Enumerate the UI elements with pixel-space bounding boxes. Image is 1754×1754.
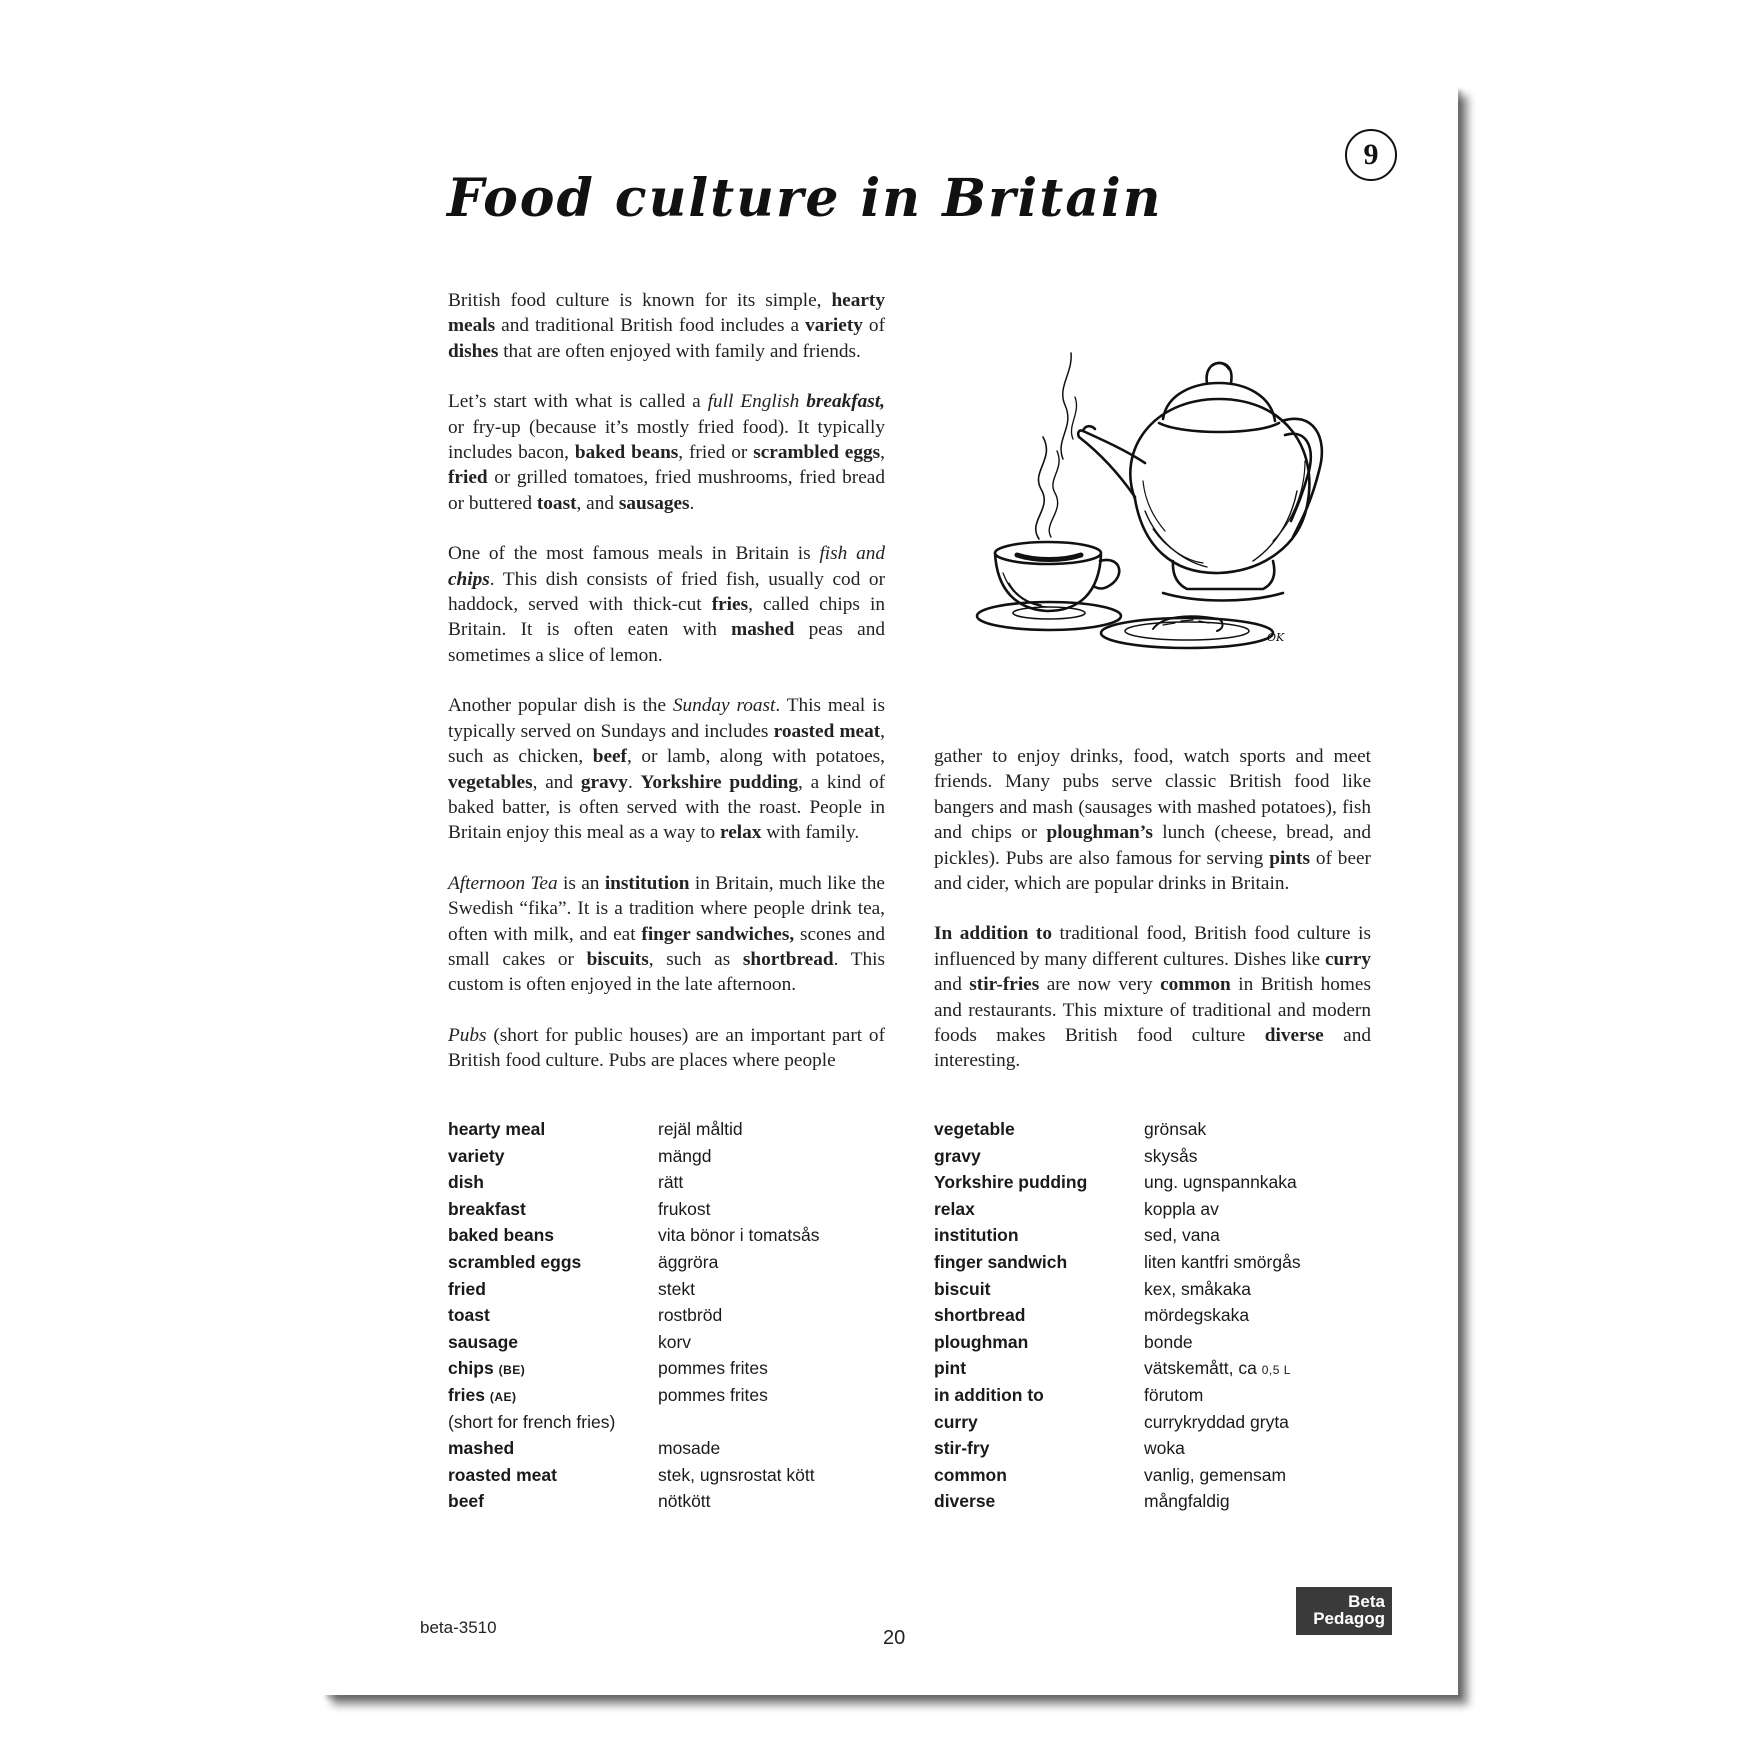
vocab-row xyxy=(448,1196,888,1223)
text-run: . This meal is typically served on Sundays and includes xyxy=(448,695,885,742)
text-run: lunch (cheese, bread, and pickles). Pubs are also famous for serving xyxy=(934,822,1372,869)
vocab-translation xyxy=(1144,1329,1193,1356)
bold-term: scrambled eggs xyxy=(753,442,881,464)
vocab-term xyxy=(934,1435,1144,1462)
vocab-row xyxy=(448,1249,888,1276)
text-run: (short for public houses) are an important part of British food culture. Pubs are places where people xyxy=(448,1024,885,1072)
vocab-translation xyxy=(1144,1409,1289,1436)
vocab-row xyxy=(934,1382,1374,1409)
vocab-term-text: breakfast xyxy=(448,1198,526,1219)
text-run: , a kind of baked batter, is often served with the roast. People in Britain enjoy this meal as a way to xyxy=(448,771,886,844)
vocab-translation xyxy=(658,1143,712,1170)
vocab-term xyxy=(448,1462,658,1489)
vocab-term-text: in addition to xyxy=(934,1384,1044,1405)
bold-term: fried xyxy=(448,467,488,489)
vocab-translation xyxy=(1144,1462,1286,1489)
vocab-translation-text: mångfaldig xyxy=(1144,1491,1230,1512)
vocab-term xyxy=(448,1435,658,1462)
vocab-translation xyxy=(658,1169,683,1196)
vocab-note xyxy=(448,1409,658,1436)
vocab-term xyxy=(934,1196,1144,1223)
text-run: , such as chicken, xyxy=(448,720,885,768)
vocab-translation xyxy=(658,1382,768,1409)
vocab-term xyxy=(934,1329,1144,1356)
vocab-translation xyxy=(1144,1196,1219,1223)
text-run: , called chips in Britain. It is often eaten with xyxy=(448,594,885,641)
vocab-term xyxy=(934,1488,1144,1515)
vocab-row xyxy=(934,1302,1374,1329)
bold-term: roasted meat xyxy=(773,720,881,742)
vocab-translation xyxy=(1144,1276,1251,1303)
vocab-translation-text: vita bönor i tomatsås xyxy=(658,1225,820,1246)
paragraph xyxy=(448,871,885,998)
text-run: , fried or xyxy=(678,442,754,464)
vocab-translation-text: liten kantfri smörgås xyxy=(1144,1251,1301,1272)
product-code: beta-3510 xyxy=(420,1618,497,1637)
bold-term: curry xyxy=(1324,948,1371,970)
vocab-row xyxy=(448,1143,888,1170)
page-title: Food culture in Britain xyxy=(447,168,1163,229)
vocab-term-text: finger sandwich xyxy=(934,1251,1068,1272)
vocab-translation xyxy=(658,1196,711,1223)
bold-term: diverse xyxy=(1264,1025,1324,1047)
bold-term: ploughman’s xyxy=(1046,822,1153,844)
vocab-term xyxy=(448,1169,658,1196)
vocab-translation-text: koppla av xyxy=(1144,1198,1219,1219)
vocab-translation-text: förutom xyxy=(1144,1384,1204,1405)
page-number: 20 xyxy=(883,1627,906,1649)
vocab-term-text: baked beans xyxy=(448,1225,555,1246)
logo-line-2: Pedagog xyxy=(1313,1609,1385,1628)
vocab-translation-text: currykryddad gryta xyxy=(1144,1411,1289,1432)
vocab-term-text: pint xyxy=(934,1358,967,1379)
bold-term: sausages xyxy=(618,492,690,514)
bold-term: beef xyxy=(592,746,627,768)
vocab-translation-text: pommes frites xyxy=(658,1384,768,1405)
vocab-term xyxy=(934,1169,1144,1196)
italic-phrase: full English xyxy=(707,391,807,413)
vocab-translation xyxy=(1144,1143,1197,1170)
paragraph xyxy=(448,288,885,364)
text-run: . xyxy=(689,492,695,514)
vocab-term xyxy=(934,1222,1144,1249)
vocab-row xyxy=(934,1116,1374,1143)
vocab-term xyxy=(448,1488,658,1515)
text-run: of xyxy=(862,315,885,337)
vocab-translation xyxy=(658,1355,768,1382)
bold-term: toast xyxy=(536,492,577,514)
bold-term: fries xyxy=(711,594,749,616)
vocab-row xyxy=(934,1169,1374,1196)
bold-term: biscuits xyxy=(586,948,649,970)
text-run: scones and small cakes or xyxy=(448,923,886,970)
vocab-row xyxy=(934,1329,1374,1356)
vocab-translation xyxy=(658,1302,722,1329)
teapot-teacup-illustration-icon xyxy=(967,341,1347,651)
dialect-tag: (BE) xyxy=(498,1363,526,1378)
vocab-row xyxy=(934,1222,1374,1249)
vocab-translation xyxy=(1144,1435,1185,1462)
vocab-translation-text: rejäl måltid xyxy=(658,1119,743,1139)
vocab-term xyxy=(448,1116,658,1143)
vocab-term xyxy=(448,1143,658,1170)
vocab-term xyxy=(448,1196,658,1223)
vocab-row xyxy=(934,1355,1374,1382)
vocab-row xyxy=(448,1116,888,1143)
vocab-translation-unit: 0,5 L xyxy=(1261,1363,1291,1378)
text-run: British food culture is known for its simple, xyxy=(448,290,832,311)
text-run: in Britain, much like the Swedish “fika”. It is a tradition where people drink tea, often with milk, and eat xyxy=(448,872,885,945)
vocab-term-text: roasted meat xyxy=(448,1464,557,1485)
vocab-term xyxy=(934,1355,1144,1382)
vocabulary-list-right xyxy=(934,1116,1374,1515)
vocab-term-text: dish xyxy=(448,1172,484,1193)
vocab-row xyxy=(934,1409,1374,1436)
text-run: or fry-up (because it’s mostly fried food). It typically includes bacon, xyxy=(448,416,885,464)
vocab-translation xyxy=(1144,1249,1301,1276)
text-run: are now very xyxy=(1039,974,1161,996)
vocab-translation xyxy=(658,1488,711,1515)
vocab-translation-text: pommes frites xyxy=(658,1358,768,1379)
vocab-term xyxy=(934,1462,1144,1489)
vocab-row xyxy=(934,1462,1374,1489)
vocab-translation-text: kex, småkaka xyxy=(1144,1278,1251,1299)
bold-term: shortbread xyxy=(742,948,834,970)
text-run: peas and sometimes a slice of lemon. xyxy=(448,619,885,666)
vocab-term-text: mashed xyxy=(448,1438,515,1459)
vocab-row xyxy=(448,1435,888,1462)
bold-term: variety xyxy=(805,315,863,337)
vocabulary-list-left xyxy=(448,1116,888,1515)
text-run: or grilled tomatoes, fried mushrooms, fried bread or buttered xyxy=(448,467,885,514)
paragraph xyxy=(934,921,1371,1073)
paragraph xyxy=(448,541,885,668)
vocab-translation-text: korv xyxy=(658,1331,692,1352)
vocab-translation-text: vanlig, gemensam xyxy=(1144,1464,1287,1485)
vocab-term-text: beef xyxy=(448,1491,484,1512)
vocab-term xyxy=(448,1222,658,1249)
vocab-term-text: scrambled eggs xyxy=(448,1251,582,1272)
vocab-term-text: fries xyxy=(448,1384,485,1405)
logo-line-1: Beta xyxy=(1348,1592,1385,1611)
vocab-translation xyxy=(658,1462,815,1489)
vocab-term xyxy=(934,1276,1144,1303)
paragraph xyxy=(934,744,1371,896)
vocab-translation xyxy=(658,1329,691,1356)
vocab-row xyxy=(448,1355,888,1382)
vocab-term-text: (short for french fries) xyxy=(448,1411,616,1432)
text-run: that are often enjoyed with family and friends. xyxy=(498,340,861,362)
text-run: traditional food, British food culture is influenced by many different cultures. Dishes like xyxy=(934,923,1372,970)
vocab-row xyxy=(448,1302,888,1329)
vocab-row xyxy=(448,1382,888,1409)
text-run: , and xyxy=(576,492,619,514)
vocab-row xyxy=(934,1143,1374,1170)
vocab-translation-text: skysås xyxy=(1144,1145,1198,1166)
vocab-term-text: vegetable xyxy=(934,1119,1015,1139)
vocab-term-text: diverse xyxy=(934,1491,996,1512)
vocab-translation-text: ung. ugnspannkaka xyxy=(1144,1172,1297,1193)
vocab-translation-text: stek, ugnsrostat kött xyxy=(658,1464,815,1485)
vocab-row xyxy=(448,1276,888,1303)
vocab-translation-text: vätskemått, ca xyxy=(1144,1358,1257,1379)
vocab-term-text: biscuit xyxy=(934,1278,991,1299)
vocab-translation-text: mängd xyxy=(658,1145,712,1166)
vocab-row xyxy=(448,1329,888,1356)
vocab-translation-text: stekt xyxy=(658,1278,695,1299)
text-run: . xyxy=(627,771,641,793)
bold-term: finger sandwiches, xyxy=(641,923,795,945)
vocab-translation-text: mördegskaka xyxy=(1144,1305,1250,1326)
italic-phrase: Afternoon Tea xyxy=(448,872,558,894)
bold-term: Yorkshire pudding xyxy=(640,771,798,793)
vocab-translation-text: frukost xyxy=(658,1198,711,1219)
vocab-row xyxy=(934,1196,1374,1223)
vocab-translation-text: sed, vana xyxy=(1144,1225,1220,1246)
vocab-translation xyxy=(658,1222,819,1249)
paragraph xyxy=(448,389,885,516)
vocab-row xyxy=(448,1169,888,1196)
vocab-row xyxy=(934,1276,1374,1303)
bold-term: breakfast, xyxy=(806,391,885,413)
italic-phrase: Pubs xyxy=(448,1024,487,1046)
article-column-right xyxy=(934,744,1371,1099)
bold-term: chips xyxy=(448,568,490,590)
chapter-number-badge: 9 xyxy=(1345,129,1397,181)
vocab-translation xyxy=(1144,1488,1230,1515)
vocab-translation-text: woka xyxy=(1144,1438,1185,1459)
text-run: Another popular dish is the xyxy=(448,695,673,717)
vocab-row xyxy=(934,1488,1374,1515)
bold-term: dishes xyxy=(448,340,499,362)
vocab-translation xyxy=(1144,1169,1297,1196)
text-run: is an xyxy=(557,872,605,894)
vocab-term xyxy=(934,1143,1144,1170)
text-run: . This custom is often enjoyed in the late afternoon. xyxy=(448,948,885,996)
text-run: and xyxy=(934,974,970,996)
bold-term: hearty meals xyxy=(448,290,885,337)
paragraph xyxy=(448,1023,885,1074)
bold-term: In addition to xyxy=(934,923,1052,945)
vocab-term xyxy=(934,1249,1144,1276)
text-run: , or lamb, along with potatoes, xyxy=(626,746,885,768)
text-run: of beer and cider, which are popular drinks in Britain. xyxy=(934,847,1371,895)
vocab-row xyxy=(448,1409,888,1436)
vocab-translation-text: rätt xyxy=(658,1172,684,1193)
vocab-row xyxy=(934,1435,1374,1462)
vocab-translation-text: bonde xyxy=(1144,1331,1193,1352)
vocab-translation xyxy=(1144,1302,1249,1329)
vocab-term-text: ploughman xyxy=(934,1331,1029,1352)
vocab-term-text: institution xyxy=(934,1225,1019,1246)
vocab-term-text: variety xyxy=(448,1145,505,1166)
bold-term: mashed xyxy=(731,619,795,641)
vocab-translation xyxy=(658,1116,743,1143)
vocab-translation xyxy=(658,1276,695,1303)
vocab-term xyxy=(448,1249,658,1276)
text-run: . This dish consists of fried fish, usually cod or haddock, served with thick-cut xyxy=(448,568,885,616)
text-run: , such as xyxy=(648,948,743,970)
vocab-term xyxy=(448,1382,658,1409)
bold-term: pints xyxy=(1269,847,1310,869)
vocab-row xyxy=(448,1488,888,1515)
dialect-tag: (AE) xyxy=(489,1389,517,1404)
vocab-term-text: shortbread xyxy=(934,1305,1026,1326)
bold-term: gravy xyxy=(580,771,628,793)
vocab-translation xyxy=(1144,1116,1206,1143)
text-run: , xyxy=(880,442,885,464)
text-run: One of the most famous meals in Britain is xyxy=(448,543,820,565)
bold-term: baked beans xyxy=(574,442,679,464)
vocab-term xyxy=(934,1116,1144,1143)
vocab-term-text: Yorkshire pudding xyxy=(934,1172,1088,1193)
vocab-term-text: toast xyxy=(448,1305,490,1326)
vocab-row xyxy=(934,1249,1374,1276)
vocab-translation-text: mosade xyxy=(658,1438,721,1459)
text-run: Let’s start with what is called a xyxy=(448,391,708,413)
vocab-term xyxy=(934,1382,1144,1409)
italic-phrase: Sunday roast xyxy=(672,695,776,717)
text-run: and traditional British food includes a xyxy=(495,315,806,337)
bold-term: vegetables xyxy=(448,771,533,793)
vocab-term xyxy=(448,1276,658,1303)
vocab-row xyxy=(448,1222,888,1249)
bold-term: stir-fries xyxy=(969,974,1040,996)
text-run: , and xyxy=(532,771,581,793)
vocab-term-text: relax xyxy=(934,1198,975,1219)
vocab-term xyxy=(448,1302,658,1329)
vocab-term-text: common xyxy=(934,1464,1007,1485)
bold-term: institution xyxy=(604,872,690,894)
paragraph xyxy=(448,693,885,845)
vocab-translation xyxy=(658,1435,720,1462)
vocab-term-text: chips xyxy=(448,1358,494,1379)
illustration-signature: OK xyxy=(1267,631,1285,644)
vocab-translation-text: nötkött xyxy=(658,1491,711,1512)
vocab-term xyxy=(448,1355,658,1382)
vocab-translation xyxy=(1144,1382,1203,1409)
vocab-translation-text: äggröra xyxy=(658,1251,719,1272)
page xyxy=(322,86,1458,1695)
vocab-term-text: gravy xyxy=(934,1145,981,1166)
vocab-row xyxy=(448,1462,888,1489)
vocab-term-text: sausage xyxy=(448,1331,519,1352)
vocab-translation xyxy=(1144,1222,1220,1249)
bold-term: common xyxy=(1160,974,1231,996)
text-run: and interesting. xyxy=(934,1025,1371,1072)
vocab-term-text: hearty meal xyxy=(448,1119,546,1139)
vocab-term-text: curry xyxy=(934,1411,978,1432)
vocab-translation-text: grönsak xyxy=(1144,1119,1207,1139)
publisher-logo xyxy=(1296,1587,1392,1635)
article-column-left xyxy=(448,288,885,1099)
vocab-term xyxy=(448,1329,658,1356)
vocab-translation xyxy=(658,1249,718,1276)
vocab-term xyxy=(934,1409,1144,1436)
vocab-term xyxy=(934,1302,1144,1329)
vocab-translation-text: rostbröd xyxy=(658,1305,723,1326)
bold-term: relax xyxy=(720,822,762,844)
text-run: gather to enjoy drinks, food, watch sports and meet friends. Many pubs serve classic British food like bangers and mash (sausages with mashed potatoes), fish and chips or xyxy=(934,746,1371,844)
text-run: with family. xyxy=(761,822,860,844)
vocab-term-text: stir-fry xyxy=(934,1438,990,1459)
italic-phrase: fish and xyxy=(819,543,886,565)
text-run: in British homes and restaurants. This mixture of traditional and modern foods makes British food culture xyxy=(934,974,1371,1047)
vocab-term-text: fried xyxy=(448,1278,486,1299)
vocab-translation xyxy=(1144,1355,1291,1382)
